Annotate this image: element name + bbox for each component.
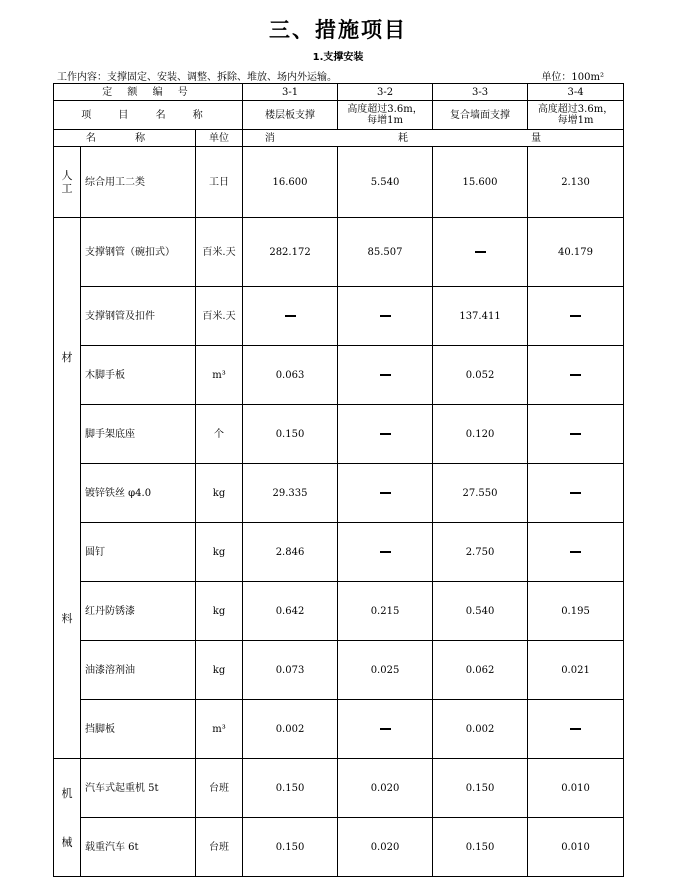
- consumption-value: 29.335: [243, 464, 338, 523]
- consumption-value: 0.063: [243, 346, 338, 405]
- resource-name: 挡脚板: [81, 700, 196, 759]
- empty-value-cell: [528, 405, 624, 464]
- consumption-value: 282.172: [243, 218, 338, 287]
- consumption-value: 0.642: [243, 582, 338, 641]
- consumption-value: 27.550: [433, 464, 528, 523]
- consumption-value: 0.052: [433, 346, 528, 405]
- empty-value-cell: [528, 346, 624, 405]
- work-content: 工作内容：支撑固定、安装、调整、拆除、堆放、场内外运输。: [57, 72, 337, 83]
- resource-name: 圆钉: [81, 523, 196, 582]
- resource-name: 脚手架底座: [81, 405, 196, 464]
- table-row: [54, 464, 624, 523]
- dash-mark: [570, 492, 581, 494]
- resource-unit: 台班: [196, 818, 243, 877]
- consumption-label: 消 耗 量: [243, 130, 624, 147]
- dash-mark: [570, 433, 581, 435]
- consumption-value: 16.600: [243, 147, 338, 218]
- table-row: [54, 818, 624, 877]
- category-cell: [54, 218, 81, 759]
- consumption-value: 2.846: [243, 523, 338, 582]
- table-row: [54, 700, 624, 759]
- consumption-value: 0.010: [528, 759, 624, 818]
- code-label: 定 额 编 号: [54, 84, 243, 101]
- consumption-value: 0.002: [243, 700, 338, 759]
- resource-unit: m³: [196, 346, 243, 405]
- empty-value-cell: [433, 218, 528, 287]
- resource-unit: kg: [196, 464, 243, 523]
- table-row: [54, 147, 624, 218]
- category-char: 材: [61, 351, 73, 365]
- consumption-value: 0.150: [433, 759, 528, 818]
- empty-value-cell: [528, 523, 624, 582]
- resource-name: 汽车式起重机 5t: [81, 759, 196, 818]
- header-row-code: [54, 84, 624, 101]
- col-name: 高度超过3.6m，每增1m: [338, 101, 433, 130]
- category-label: [54, 157, 80, 208]
- table-row: [54, 641, 624, 700]
- consumption-value: 15.600: [433, 147, 528, 218]
- table-row: [54, 287, 624, 346]
- empty-value-cell: [338, 523, 433, 582]
- dash-mark: [570, 551, 581, 553]
- table-row: [54, 346, 624, 405]
- item-label: 项 目 名 称: [54, 101, 243, 130]
- resource-name: 红丹防锈漆: [81, 582, 196, 641]
- header-row-consumption: [54, 130, 624, 147]
- col-code: 3-3: [433, 84, 528, 101]
- dash-mark: [380, 492, 391, 494]
- resource-unit: 工日: [196, 147, 243, 218]
- resource-unit: 百米.天: [196, 218, 243, 287]
- col-name: 高度超过3.6m，每增1m: [528, 101, 624, 130]
- category-cell: [54, 759, 81, 877]
- dash-mark: [570, 315, 581, 317]
- consumption-value: 0.073: [243, 641, 338, 700]
- consumption-value: 0.062: [433, 641, 528, 700]
- resource-unit: 台班: [196, 759, 243, 818]
- dash-mark: [380, 433, 391, 435]
- resource-unit: 百米.天: [196, 287, 243, 346]
- resource-unit: m³: [196, 700, 243, 759]
- category-char: 料: [61, 611, 73, 625]
- category-char: 械: [61, 835, 73, 849]
- resource-name: 综合用工二类: [81, 147, 196, 218]
- consumption-value: 0.002: [433, 700, 528, 759]
- consumption-value: 0.195: [528, 582, 624, 641]
- quota-table: [53, 83, 624, 877]
- category-label: [54, 228, 80, 749]
- empty-value-cell: [243, 287, 338, 346]
- consumption-value: 2.750: [433, 523, 528, 582]
- col-code: 3-2: [338, 84, 433, 101]
- col-name: 复合墙面支撑: [433, 101, 528, 130]
- name-label: 名 称: [54, 130, 196, 147]
- table-row: [54, 523, 624, 582]
- resource-unit: 个: [196, 405, 243, 464]
- empty-value-cell: [338, 700, 433, 759]
- consumption-value: 0.150: [433, 818, 528, 877]
- resource-name: 支撑钢管及扣件: [81, 287, 196, 346]
- consumption-value: 2.130: [528, 147, 624, 218]
- resource-name: 镀锌铁丝 φ4.0: [81, 464, 196, 523]
- consumption-value: 85.507: [338, 218, 433, 287]
- category-label: [54, 769, 80, 867]
- dash-mark: [570, 374, 581, 376]
- empty-value-cell: [528, 464, 624, 523]
- consumption-value: 0.150: [243, 405, 338, 464]
- empty-value-cell: [338, 464, 433, 523]
- consumption-value: 40.179: [528, 218, 624, 287]
- empty-value-cell: [528, 287, 624, 346]
- dash-mark: [380, 315, 391, 317]
- empty-value-cell: [338, 346, 433, 405]
- table-row: [54, 405, 624, 464]
- resource-name: 载重汽车 6t: [81, 818, 196, 877]
- dash-mark: [285, 315, 296, 317]
- dash-mark: [475, 251, 486, 253]
- dash-mark: [380, 374, 391, 376]
- col-name: 楼层板支撑: [243, 101, 338, 130]
- category-cell: [54, 147, 81, 218]
- consumption-value: 0.020: [338, 818, 433, 877]
- page-title: 三、措施项目: [269, 18, 407, 42]
- dash-mark: [380, 728, 391, 730]
- resource-unit: kg: [196, 523, 243, 582]
- consumption-value: 0.150: [243, 759, 338, 818]
- consumption-value: 0.025: [338, 641, 433, 700]
- resource-unit: kg: [196, 641, 243, 700]
- resource-unit: kg: [196, 582, 243, 641]
- resource-name: 木脚手板: [81, 346, 196, 405]
- table-row: [54, 218, 624, 287]
- category-char: 人: [61, 169, 73, 182]
- consumption-value: 0.120: [433, 405, 528, 464]
- col-code: 3-1: [243, 84, 338, 101]
- resource-name: 油漆溶剂油: [81, 641, 196, 700]
- dash-mark: [380, 551, 391, 553]
- consumption-value: 0.010: [528, 818, 624, 877]
- unit-label: 单位：100m²: [541, 72, 604, 83]
- category-char: 机: [61, 786, 73, 800]
- col-code: 3-4: [528, 84, 624, 101]
- consumption-value: 0.215: [338, 582, 433, 641]
- empty-value-cell: [528, 700, 624, 759]
- consumption-value: 0.020: [338, 759, 433, 818]
- consumption-value: 137.411: [433, 287, 528, 346]
- resource-name: 支撑钢管（碗扣式）: [81, 218, 196, 287]
- category-char: 工: [61, 182, 73, 195]
- page-subtitle: 1.支撑安装: [312, 52, 364, 63]
- empty-value-cell: [338, 287, 433, 346]
- unit-header: 单位: [196, 130, 243, 147]
- consumption-value: 0.150: [243, 818, 338, 877]
- table-row: [54, 582, 624, 641]
- header-row-item: [54, 101, 624, 130]
- consumption-value: 0.021: [528, 641, 624, 700]
- dash-mark: [570, 728, 581, 730]
- consumption-value: 5.540: [338, 147, 433, 218]
- consumption-value: 0.540: [433, 582, 528, 641]
- empty-value-cell: [338, 405, 433, 464]
- table-row: [54, 759, 624, 818]
